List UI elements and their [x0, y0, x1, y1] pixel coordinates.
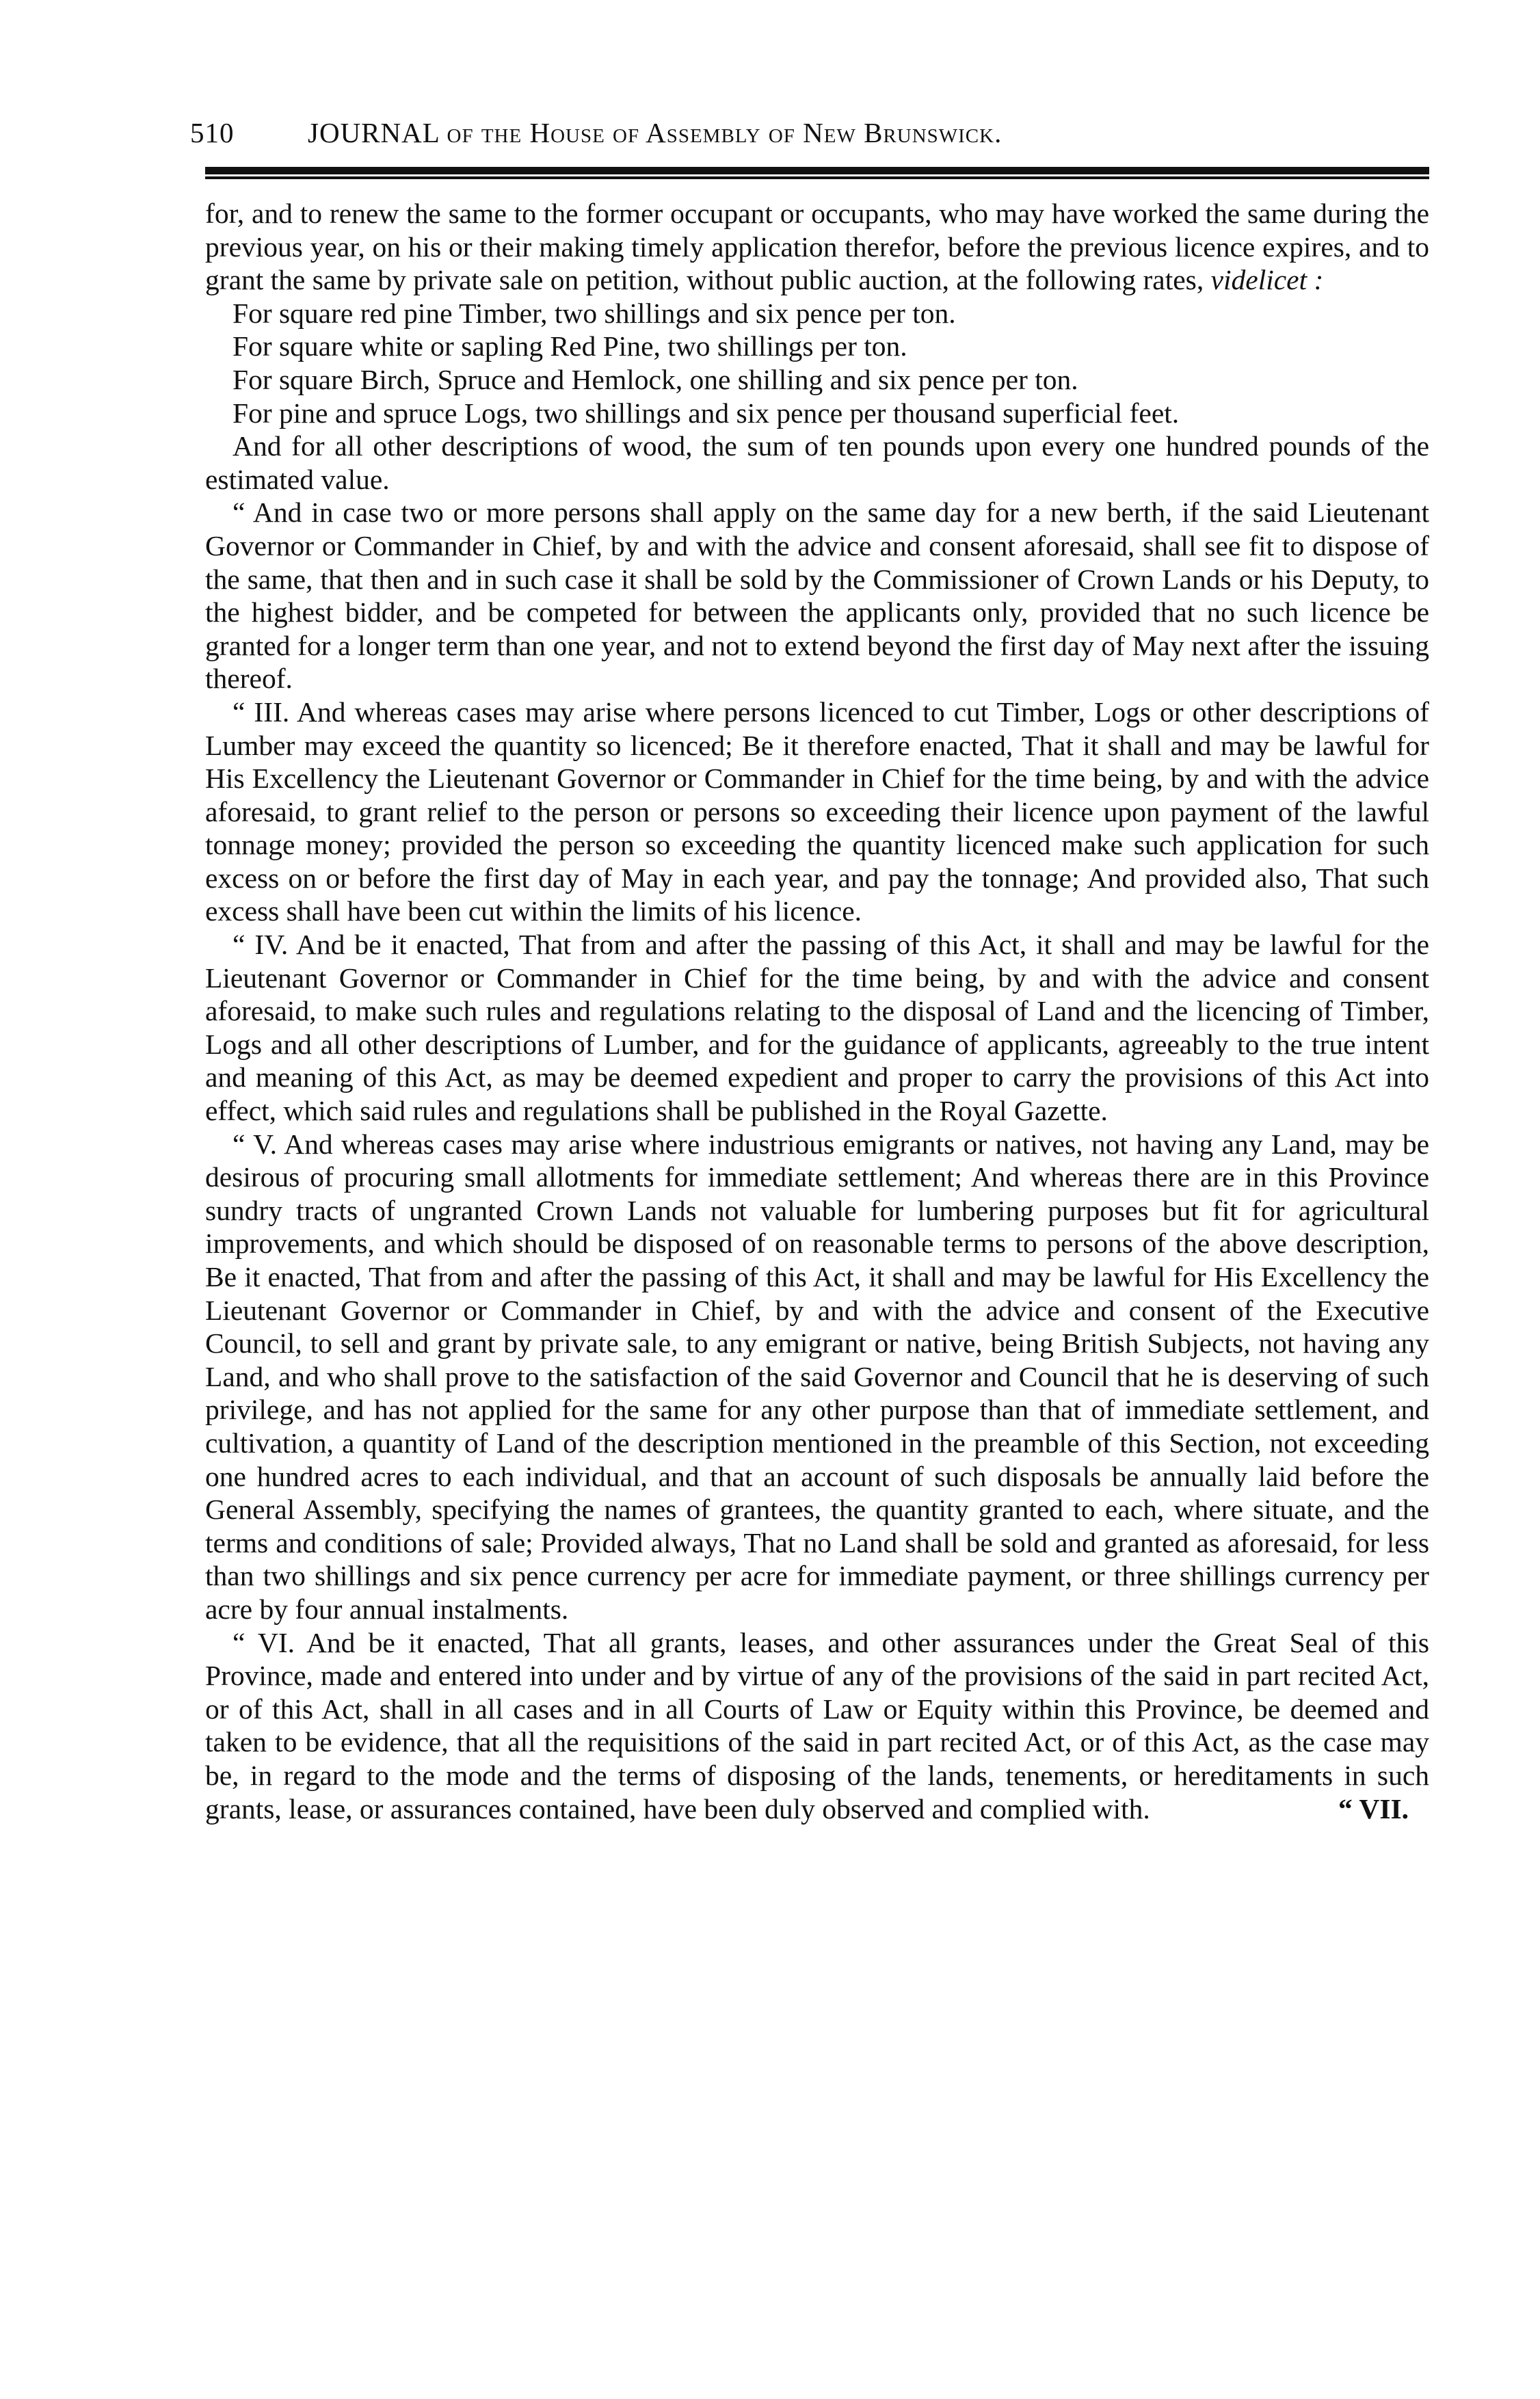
rate-other-wood: And for all other descriptions of wood, the sum of ten pounds upon every one hundred pounds of the estimated value.: [205, 430, 1429, 495]
header-rule: [205, 167, 1429, 176]
running-head: [190, 116, 1429, 160]
document-page: [190, 116, 1429, 2339]
section-vi: “ VI. And be it enacted, That all grants, leases, and other assurances under the Great Seal of this Province, made and entered into under and by virtue of any of the provisions of the said in part recited Act, or of this Act, shall in all cases and in all Courts of Law or Equity within this Province, be deemed and taken to be evidence, that all the requisitions of the said in part recited Act, or of this Act, as the case may be, in regard to the mode and the terms of disposing of the lands, tenements, or hereditaments in such grants, lease, or assurances contained, have been duly observed and complied with.: [205, 1626, 1429, 1825]
page-number: 510: [190, 117, 235, 148]
italic-term: videlicet :: [1210, 264, 1324, 296]
section-v: “ V. And whereas cases may arise where industrious emigrants or natives, not having any Land, may be desirous of procuring small allotments for immediate settlement; And whereas there are in this Province sundry tracts of ungranted Crown Lands not valuable for lumbering purposes but fit for agricultural improvements, and which should be disposed of on reasonable terms to persons of the above description, Be it enacted, That from and after the passing of this Act, it shall and may be lawful for His Excellency the Lieutenant Governor or Commander in Chief, by and with the advice and consent of the Executive Council, to sell and grant by private sale, to any emigrant or native, being British Subjects, not having any Land, and who shall prove to the satisfaction of the said Governor and Council that he is deserving of such privilege, and has not applied for the same for any other purpose than that of immediate settlement, and cultivation, a quantity of Land of the description mentioned in the preamble of this Section, not exceeding one hundred acres to each individual, and that an account of such disposals be annually laid before the General Assembly, specifying the names of grantees, the quantity granted to each, where situate, and the terms and conditions of sale; Provided always, That no Land shall be sold and granted as aforesaid, for less than two shillings and six pence currency per acre for immediate payment, or three shillings currency per acre by four annual instalments.: [205, 1128, 1429, 1625]
section-iii: “ III. And whereas cases may arise where persons licenced to cut Timber, Logs or other descriptions of Lumber may exceed the quantity so licenced; Be it therefore enacted, That it shall and may be lawful for His Excellency the Lieutenant Governor or Commander in Chief for the time being, by and with the advice aforesaid, to grant relief to the person or persons so exceeding their licence upon payment of the lawful tonnage money; provided the person so exceeding the quantity licenced make such application for such excess on or before the first day of May in each year, and pay the tonnage; And provided also, That such excess shall have been cut within the limits of his licence.: [205, 695, 1429, 927]
catchword: “ VII.: [1338, 1792, 1409, 1825]
body-text: [205, 197, 1429, 1825]
journal-title: JOURNAL of the House of Assembly of New Brunswick.: [308, 117, 1003, 148]
rate-birch-spruce-hemlock: For square Birch, Spruce and Hemlock, one shilling and six pence per ton.: [233, 363, 1078, 395]
rate-red-pine: For square red pine Timber, two shillings and six pence per ton.: [233, 297, 956, 329]
rate-pine-spruce-logs: For pine and spruce Logs, two shillings and six pence per thousand superficial feet.: [233, 397, 1180, 429]
section-iv: “ IV. And be it enacted, That from and after the passing of this Act, it shall and may be lawful for the Lieutenant Governor or Commander in Chief for the time being, by and with the advice and consent aforesaid, to make such rules and regulations relating to the disposal of Land and the licencing of Timber, Logs and all other descriptions of Lumber, and for the guidance of applicants, agreeably to the true intent and meaning of this Act, as may be deemed expedient and proper to carry the provisions of this Act into effect, which said rules and regulations shall be published in the Royal Gazette.: [205, 929, 1429, 1127]
rate-white-pine: For square white or sapling Red Pine, two shillings per ton.: [233, 330, 907, 362]
paragraph-continuation: [205, 197, 1429, 297]
paragraph-text: for, and to renew the same to the former occupant or occupants, who may have worked the same during the previous year, on his or their making timely application therefor, before the previous licence expires, and to grant the same by private sale on petition, without public auction, at the following rates,: [205, 198, 1429, 296]
paragraph-new-berth: “ And in case two or more persons shall apply on the same day for a new berth, if the said Lieutenant Governor or Commander in Chief, by and with the advice and consent aforesaid, shall see fit to dispose of the same, that then and in such case it shall be sold by the Commissioner of Crown Lands or his Deputy, to the highest bidder, and be competed for between the applicants only, provided that no such licence be granted for a longer term than one year, and not to extend beyond the first day of May next after the issuing thereof.: [205, 496, 1429, 695]
